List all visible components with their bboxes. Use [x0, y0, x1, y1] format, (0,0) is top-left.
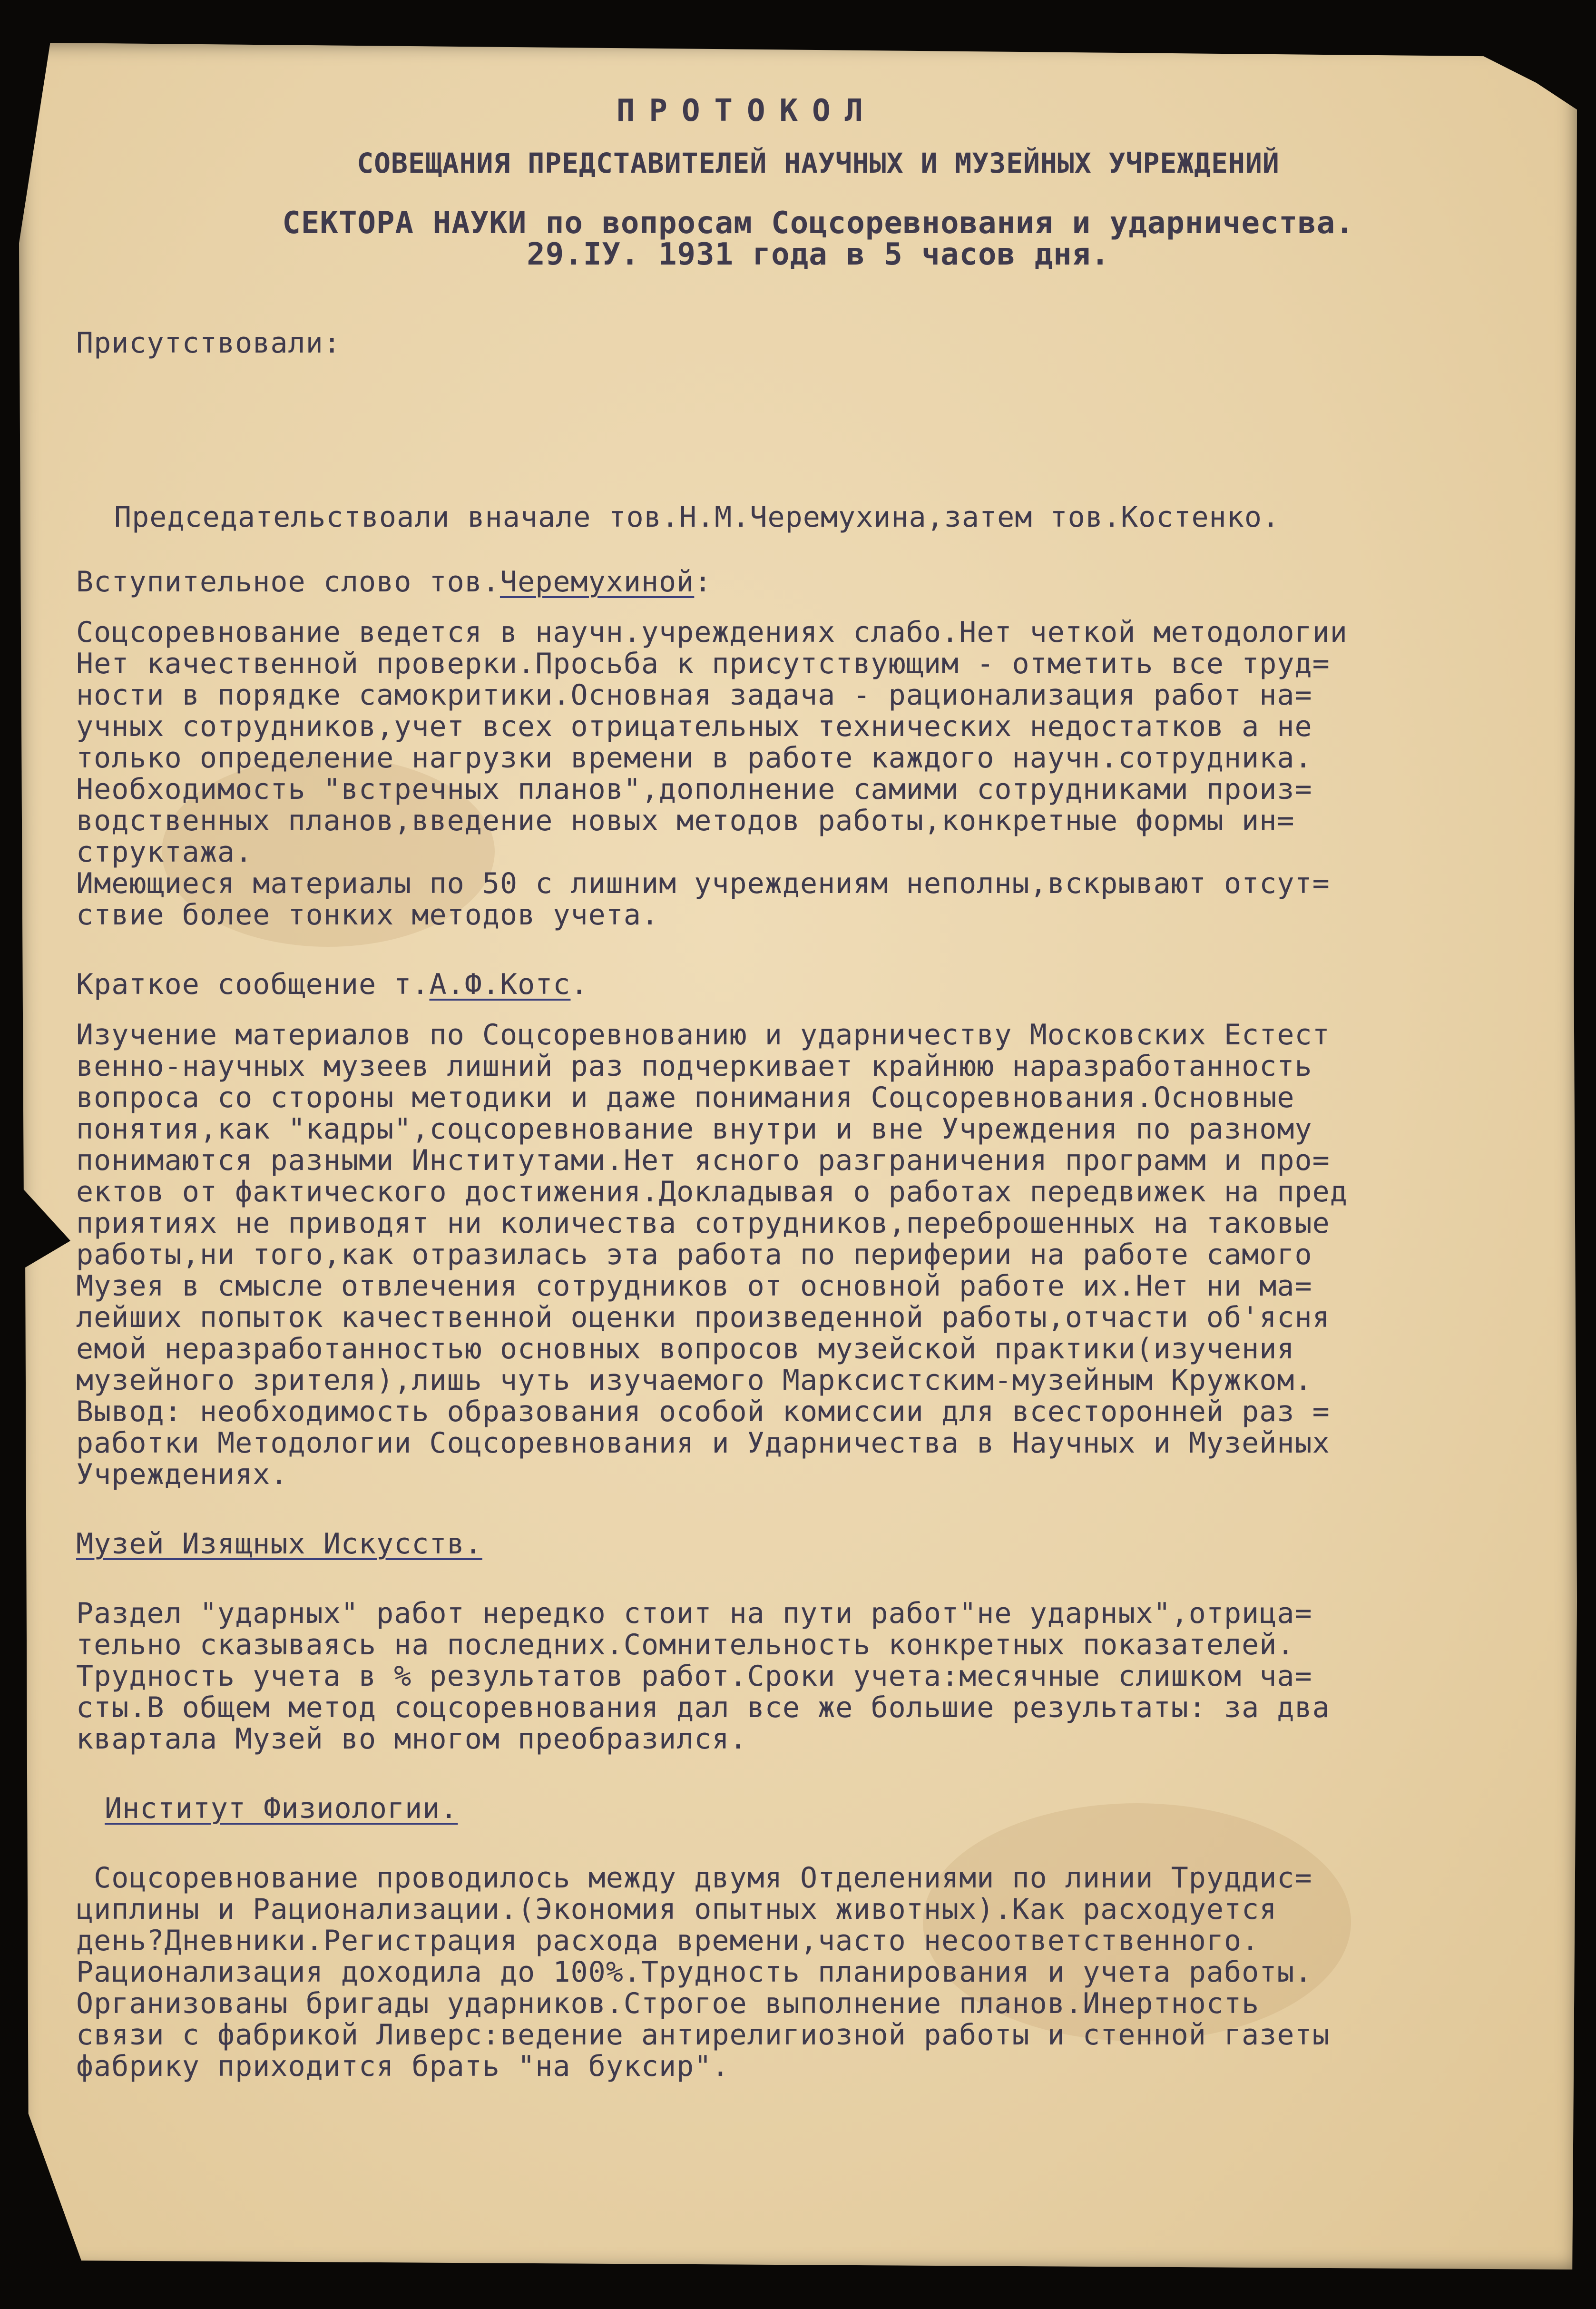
- text-line: Имеющиеся материалы по 50 с лишним учреждениям неполны,вскрывают отсут=: [76, 867, 1330, 900]
- text-line: водственных планов,введение новых методов работы,конкретные формы ин=: [76, 804, 1295, 837]
- text-line: Соцсоревнование ведется в научн.учреждениях слабо.Нет четкой методологии: [76, 616, 1348, 649]
- text-line: Организованы бригады ударников.Строгое выполнение планов.Инертность: [76, 1987, 1260, 2020]
- text-line: сты.В общем метод соцсоревнования дал все же большие результаты: за два: [76, 1691, 1330, 1724]
- attendees-label: Присутствовали:: [76, 326, 341, 360]
- text-line: понятия,как "кадры",соцсоревнование внутри и вне Учреждения по разному: [76, 1112, 1312, 1146]
- text-line: лейших попыток качественной оценки произведенной работы,отчасти об'ясня: [76, 1301, 1330, 1334]
- text-line: Рационализация доходила до 100%.Трудность планирования и учета работы.: [76, 1955, 1312, 1989]
- text-line: день?Дневники.Регистрация расхода времени,часто несоответственного.: [76, 1924, 1260, 1957]
- text-line: Изучение материалов по Соцсоревнованию и ударничеству Московских Естест: [76, 1018, 1330, 1051]
- text-line: тельно сказываясь на последних.Сомнительность конкретных показателей.: [76, 1628, 1295, 1661]
- text-line: работы,ни того,как отразилась эта работа по периферии на работе самого: [76, 1238, 1312, 1271]
- chair-line: Председательствоали вначале тов.Н.М.Черемухина,затем тов.Костенко.: [114, 501, 1280, 534]
- intro-prefix: Вступительное слово тов.: [76, 565, 500, 599]
- text-line: учных сотрудников,учет всех отрицательных технических недостатков а не: [76, 710, 1312, 743]
- museum-heading: [76, 1528, 1560, 1560]
- physio-heading-text: Институт Физиологии.: [105, 1792, 458, 1825]
- text-line: квартала Музей во многом преобразился.: [76, 1722, 747, 1756]
- text-line: венно-научных музеев лишний раз подчеркивает крайнюю наразработанность: [76, 1050, 1312, 1083]
- typed-text: [76, 95, 1560, 2082]
- text-line: работки Методологии Соцсоревнования и Ударничества в Научных и Музейных: [76, 1426, 1330, 1460]
- museum-heading-text: Музей Изящных Искусств.: [76, 1527, 482, 1561]
- intro-heading: [76, 566, 1560, 598]
- text-line: циплины и Рационализации.(Экономия опытных животных).Как расходуется: [76, 1893, 1277, 1926]
- protocol-subtitle: СОВЕЩАНИЯ ПРЕДСТАВИТЕЛЕЙ НАУЧНЫХ И МУЗЕЙНЫХ УЧРЕЖДЕНИЙ: [357, 147, 1280, 179]
- intro-paragraph: [76, 617, 1560, 931]
- text-line: Необходимость "встречных планов",дополнение самими сотрудниками произ=: [76, 773, 1312, 806]
- protocol-title: ПРОТОКОЛ: [616, 93, 878, 128]
- text-line: ствие более тонких методов учета.: [76, 898, 659, 932]
- text-line: музейного зрителя),лишь чуть изучаемого Марксистским-музейным Кружком.: [76, 1364, 1312, 1397]
- protocol-sector: СЕКТОРА НАУКИ по вопросам Соцсоревнования и ударничества.: [282, 206, 1354, 241]
- text-line: Раздел "ударных" работ нередко стоит на пути работ"не ударных",отрица=: [76, 1597, 1312, 1630]
- text-line: ности в порядке самокритики.Основная задача - рационализация работ на=: [76, 678, 1312, 712]
- kots-prefix: Краткое сообщение т.: [76, 968, 430, 1001]
- intro-speaker-name: Черемухиной: [499, 565, 695, 599]
- text-line: Соцсоревнование проводилось между двумя Отделениями по линии Труддис=: [76, 1861, 1312, 1895]
- intro-suffix: :: [694, 565, 712, 599]
- kots-suffix: .: [570, 968, 588, 1001]
- kots-heading: [76, 969, 1560, 1000]
- text-line: Музея в смысле отвлечения сотрудников от основной работе их.Нет ни ма=: [76, 1269, 1312, 1303]
- museum-paragraph: [76, 1598, 1560, 1755]
- text-line: понимаются разными Институтами.Нет ясного разграничения программ и про=: [76, 1144, 1330, 1177]
- text-line: приятиях не приводят ни количества сотрудников,переброшенных на таковые: [76, 1207, 1330, 1240]
- kots-speaker-name: А.Ф.Котс: [429, 968, 571, 1001]
- physio-paragraph: [76, 1862, 1560, 2082]
- text-line: структажа.: [76, 835, 253, 869]
- text-line: Учреждениях.: [76, 1458, 288, 1491]
- text-line: только определение нагрузки времени в работе каждого научн.сотрудника.: [76, 741, 1312, 775]
- text-line: Вывод: необходимость образования особой комиссии для всесторонней раз =: [76, 1395, 1330, 1428]
- text-line: ектов от фактического достижения.Докладывая о работах передвижек на пред: [76, 1175, 1348, 1209]
- text-line: емой неразработанностью основных вопросов музейской практики(изучения: [76, 1332, 1295, 1366]
- text-line: фабрику приходится брать "на буксир".: [76, 2050, 730, 2083]
- physio-heading: [105, 1793, 1560, 1824]
- text-line: вопроса со стороны методики и даже понимания Соцсоревнования.Основные: [76, 1081, 1295, 1114]
- text-line: связи с фабрикой Ливерс:ведение антирелигиозной работы и стенной газеты: [76, 2018, 1330, 2052]
- kots-paragraph: [76, 1019, 1560, 1490]
- text-line: Нет качественной проверки.Просьба к присутствующим - отметить все труд=: [76, 647, 1330, 680]
- text-line: Трудность учета в % результатов работ.Сроки учета:месячные слишком ча=: [76, 1660, 1312, 1693]
- protocol-date: 29.IУ. 1931 года в 5 часов дня.: [527, 237, 1110, 272]
